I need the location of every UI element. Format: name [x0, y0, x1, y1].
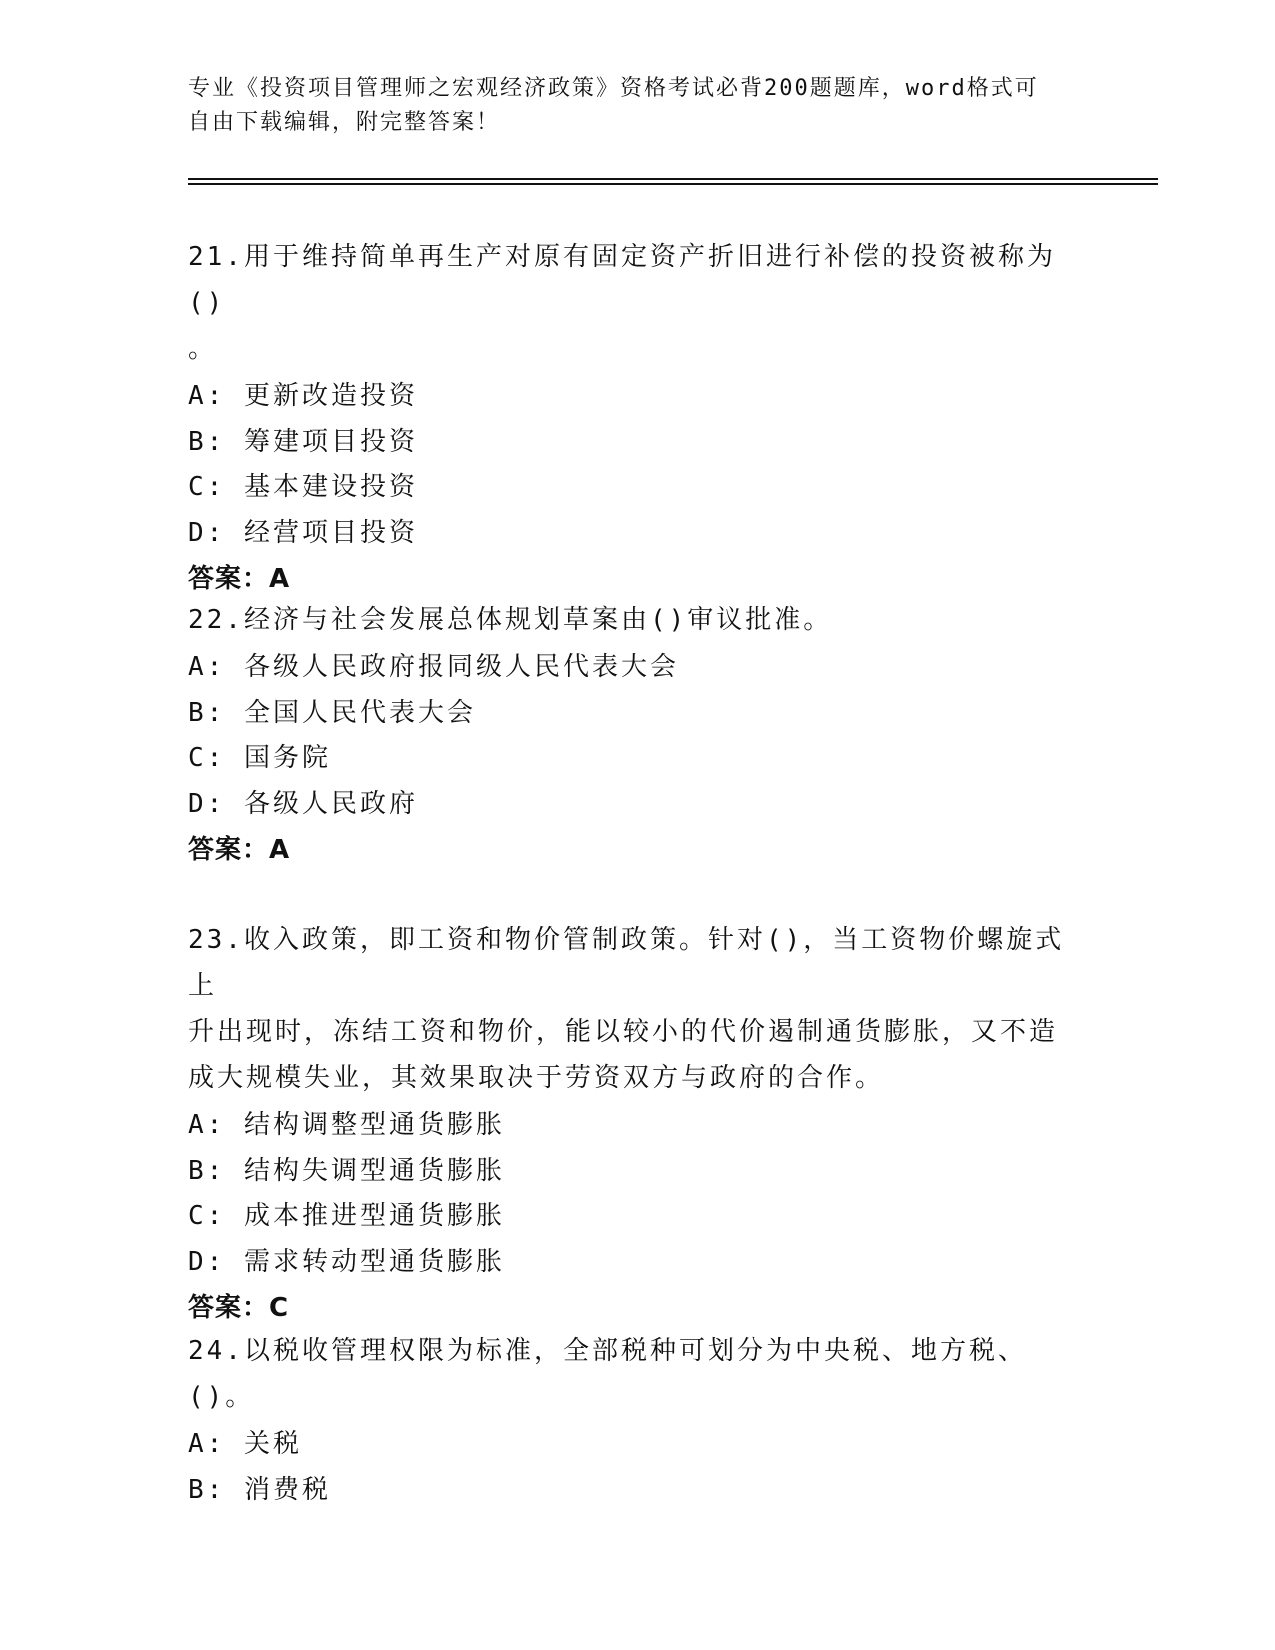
option-c: C: 成本推进型通货膨胀 [188, 1201, 505, 1231]
option-d: D: 经营项目投资 [188, 517, 418, 548]
header-divider-top [188, 178, 1158, 180]
question-text [188, 234, 1088, 372]
answer: 答案：A [188, 835, 291, 865]
header-line-2: 自由下载编辑，附完整答案！ [188, 110, 501, 135]
header-divider-bottom [188, 183, 1158, 185]
question-text: 22.经济与社会发展总体规划草案由()审议批准。 [188, 605, 833, 635]
question-text-line: 21.用于维持简单再生产对原有固定资产折旧进行补偿的投资被称为() [188, 242, 1056, 318]
header-line-1: 专业《投资项目管理师之宏观经济政策》资格考试必背200题题库，word格式可 [188, 76, 1039, 101]
question-text [188, 917, 1088, 1101]
option-c: C: 国务院 [188, 743, 331, 773]
option-a: A: 关税 [188, 1429, 302, 1459]
question-text-line: 成大规模失业，其效果取决于劳资双方与政府的合作。 [188, 1063, 885, 1093]
option-b: B: 筹建项目投资 [188, 426, 418, 457]
option-a: A: 结构调整型通货膨胀 [188, 1110, 505, 1140]
question-23 [188, 917, 1088, 1331]
option-a: A: 各级人民政府报同级人民代表大会 [188, 652, 679, 682]
question-text-line: 。 [188, 334, 218, 364]
document-header [188, 72, 1088, 140]
question-24 [188, 1328, 1088, 1513]
answer: 答案：C [188, 1293, 290, 1323]
option-c: C: 基本建设投资 [188, 472, 418, 502]
answer: 答案：A [188, 564, 291, 594]
option-b: B: 全国人民代表大会 [188, 697, 476, 728]
option-a: A: 更新改造投资 [188, 381, 418, 411]
question-text-line: 23.收入政策，即工资和物价管制政策。针对()，当工资物价螺旋式上 [188, 925, 1065, 1001]
question-text: 24.以税收管理权限为标准，全部税种可划分为中央税、地方税、()。 [188, 1336, 1027, 1412]
question-21 [188, 234, 1088, 602]
question-text-line: 升出现时，冻结工资和物价，能以较小的代价遏制通货膨胀，又不造 [188, 1017, 1059, 1047]
option-b: B: 结构失调型通货膨胀 [188, 1155, 505, 1186]
option-d: D: 各级人民政府 [188, 788, 418, 819]
question-22 [188, 597, 1088, 873]
option-d: D: 需求转动型通货膨胀 [188, 1246, 505, 1277]
option-b: B: 消费税 [188, 1474, 331, 1505]
